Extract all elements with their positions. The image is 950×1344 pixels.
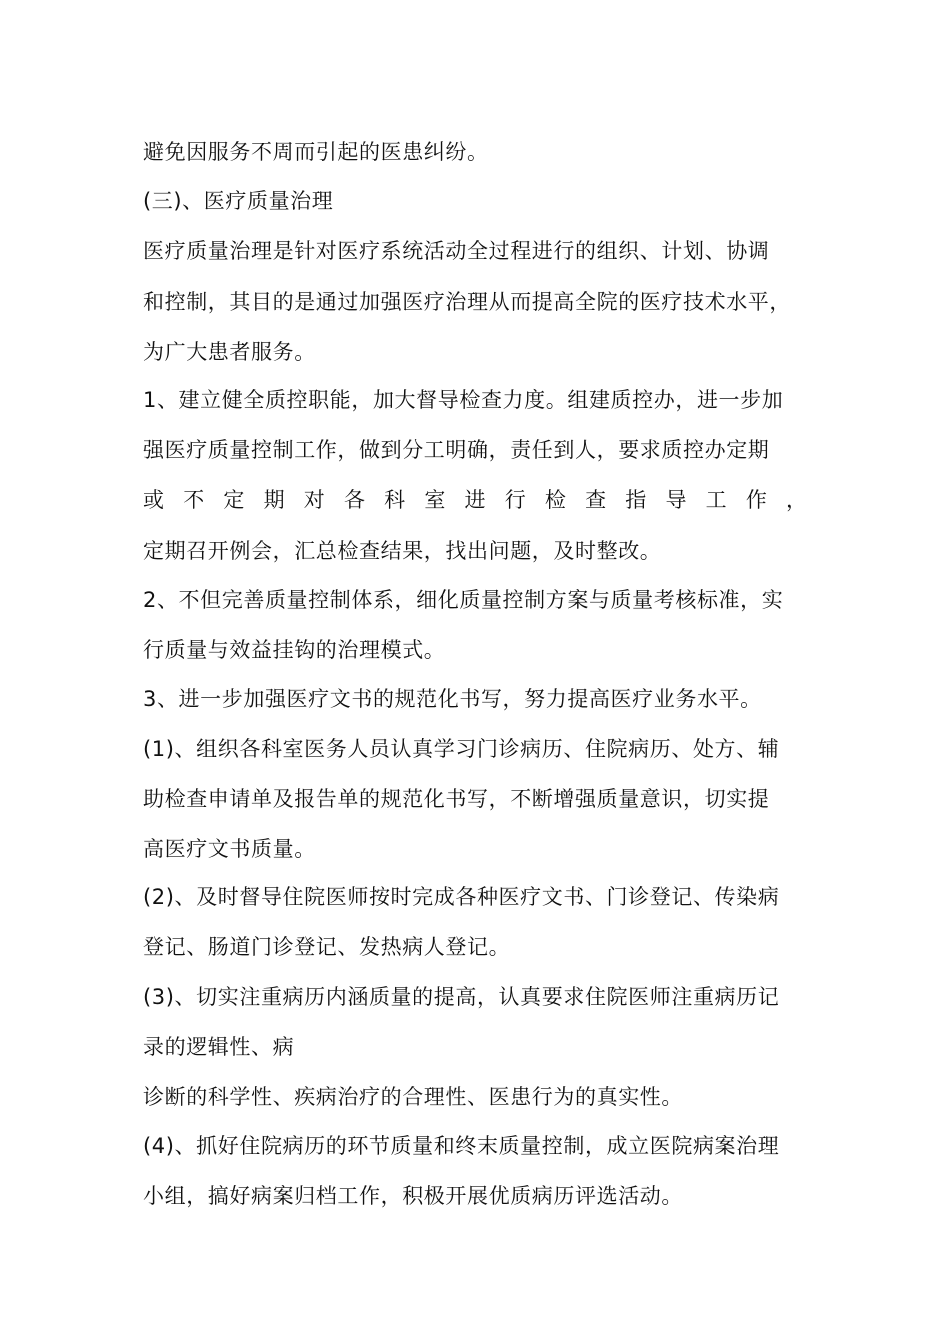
- text-line: (1)、组织各科室医务人员认真学习门诊病历、住院病历、处方、辅: [143, 737, 780, 761]
- text-line: (4)、抓好住院病历的环节质量和终末质量控制，成立医院病案治理: [143, 1134, 780, 1158]
- text-line: 2、不但完善质量控制体系，细化质量控制方案与质量考核标准，实: [143, 588, 784, 612]
- justified-character: 行: [504, 488, 526, 512]
- justified-character: ，: [786, 488, 807, 512]
- justified-character: 作: [745, 488, 767, 512]
- justified-character: 各: [343, 488, 365, 512]
- text-line: 助检查申请单及报告单的规范化书写，不断增强质量意识，切实提: [143, 787, 770, 811]
- justified-character: 检: [544, 488, 566, 512]
- text-line: 高医疗文书质量。: [143, 837, 316, 861]
- justified-character: 期: [263, 488, 285, 512]
- justified-character: 定: [223, 488, 245, 512]
- text-line: 和控制，其目的是通过加强医疗治理从而提高全院的医疗技术水平，: [143, 290, 791, 314]
- justified-character: 导: [665, 488, 687, 512]
- text-line: 避免因服务不周而引起的医患纠纷。: [143, 140, 489, 164]
- justified-character: 室: [424, 488, 446, 512]
- justified-character: 对: [303, 488, 325, 512]
- justified-character: 查: [585, 488, 607, 512]
- text-line: 登记、肠道门诊登记、发热病人登记。: [143, 935, 511, 959]
- text-line: 诊断的科学性、疾病治疗的合理性、医患行为的真实性。: [143, 1085, 683, 1109]
- justified-character: 科: [384, 488, 406, 512]
- text-line: 强医疗质量控制工作，做到分工明确，责任到人，要求质控办定期: [143, 438, 770, 462]
- justified-character: 或: [143, 488, 164, 512]
- justified-character: 指: [625, 488, 647, 512]
- text-line: 小组，搞好病案归档工作，积极开展优质病历评选活动。: [143, 1184, 683, 1208]
- text-line: 定期召开例会，汇总检查结果，找出问题，及时整改。: [143, 539, 662, 563]
- text-line: 3、进一步加强医疗文书的规范化书写，努力提高医疗业务水平。: [143, 687, 762, 711]
- justified-character: 进: [464, 488, 486, 512]
- justified-text-line: [143, 487, 807, 513]
- text-line: 1、建立健全质控职能，加大督导检查力度。组建质控办，进一步加: [143, 388, 784, 412]
- text-line: (3)、切实注重病历内涵质量的提高，认真要求住院医师注重病历记: [143, 985, 780, 1009]
- text-line: 为广大患者服务。: [143, 340, 316, 364]
- justified-character: 不: [183, 488, 205, 512]
- section-heading: (三)、医疗质量治理: [143, 189, 334, 213]
- text-line: 行质量与效益挂钩的治理模式。: [143, 638, 446, 662]
- justified-character: 工: [705, 488, 727, 512]
- text-line: 医疗质量治理是针对医疗系统活动全过程进行的组织、计划、协调: [143, 239, 770, 263]
- text-line: 录的逻辑性、病: [143, 1035, 295, 1059]
- text-line: (2)、及时督导住院医师按时完成各种医疗文书、门诊登记、传染病: [143, 885, 780, 909]
